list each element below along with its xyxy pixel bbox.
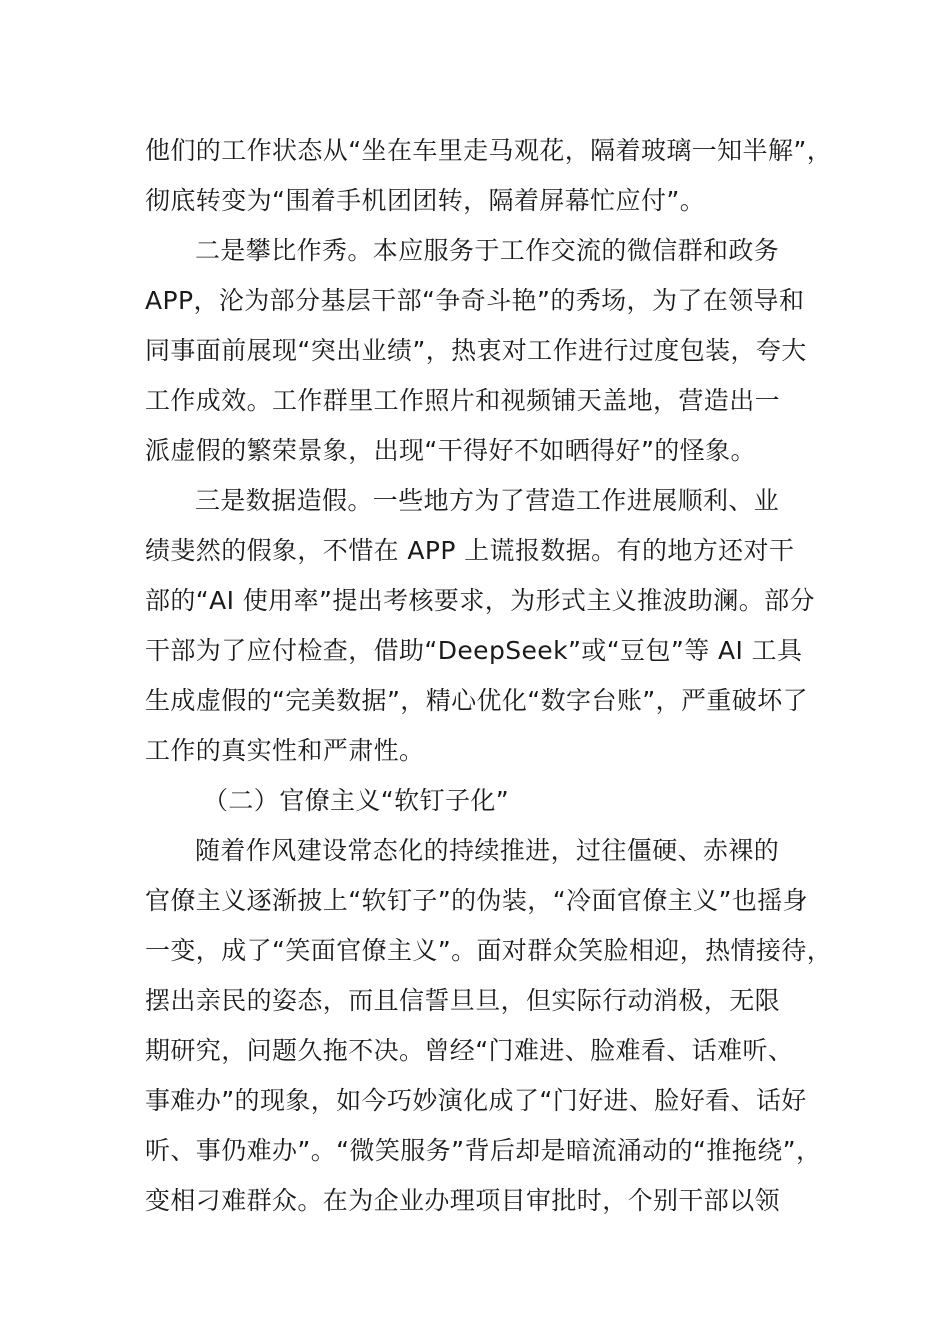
text-line: 绩斐然的假象，不惜在 APP 上谎报数据。有的地方还对干 — [145, 536, 795, 565]
text-line: 彻底转变为“围着手机团团转，隔着屏幕忙应付”。 — [145, 186, 706, 215]
text-line: 期研究，问题久拖不决。曾经“门难进、脸难看、话难听、 — [145, 1036, 794, 1065]
document-body — [145, 126, 835, 1226]
text-line: 听、事仍难办”。“微笑服务”背后却是暗流涌动的“推拖绕”， — [145, 1136, 822, 1165]
text-line: 变相刁难群众。在为企业办理项目审批时，个别干部以领 — [145, 1186, 781, 1215]
text-line: 一变，成了“笑面官僚主义”。面对群众笑脸相迎，热情接待， — [145, 936, 833, 965]
text-line: 同事面前展现“突出业绩”，热衷对工作进行过度包装，夸大 — [145, 336, 807, 365]
paragraph-start-line: 三是数据造假。一些地方为了营造工作进展顺利、业 — [195, 486, 780, 515]
paragraph-start-line: 二是攀比作秀。本应服务于工作交流的微信群和政务 — [195, 236, 780, 265]
text-line: 部的“AI 使用率”提出考核要求，为形式主义推波助澜。部分 — [145, 586, 815, 615]
text-line: 工作成效。工作群里工作照片和视频铺天盖地，营造出一 — [145, 386, 781, 415]
text-line: 干部为了应付检查，借助“DeepSeek”或“豆包”等 AI 工具 — [145, 636, 803, 665]
paragraph-start-line: 随着作风建设常态化的持续推进，过往僵硬、赤裸的 — [195, 836, 780, 865]
text-line: APP，沦为部分基层干部“争奇斗艳”的秀场，为了在领导和 — [145, 286, 805, 315]
text-line: 摆出亲民的姿态，而且信誓旦旦，但实际行动消极，无限 — [145, 986, 781, 1015]
section-heading: （二）官僚主义“软钉子化” — [203, 786, 510, 815]
text-line: 生成虚假的“完美数据”，精心优化“数字台账”，严重破坏了 — [145, 686, 809, 715]
text-line: 派虚假的繁荣景象，出现“干得好不如晒得好”的怪象。 — [145, 436, 756, 465]
text-line: 他们的工作状态从“坐在车里走马观花，隔着玻璃一知半解”， — [145, 136, 833, 165]
text-line: 工作的真实性和严肃性。 — [145, 736, 425, 765]
text-line: 事难办”的现象，如今巧妙演化成了“门好进、脸好看、话好 — [145, 1086, 807, 1115]
text-line: 官僚主义逐渐披上“软钉子”的伪装，“冷面官僚主义”也摇身 — [145, 886, 809, 915]
